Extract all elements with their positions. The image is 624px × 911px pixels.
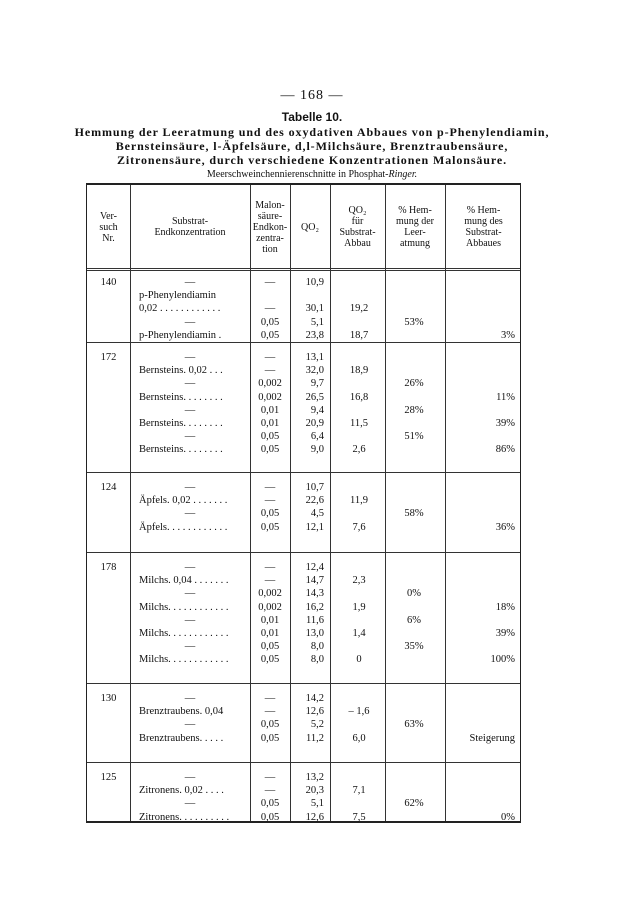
versuch-nr: 178: [100, 562, 117, 573]
malon-cell: 0,002: [258, 391, 282, 403]
substrat-abbau-cell: 11%: [496, 391, 515, 403]
leeratmung-cell: 35%: [404, 641, 424, 653]
malon-cell: 0,05: [260, 508, 280, 520]
substrate-cell: —: [184, 614, 196, 626]
malon-cell: —: [264, 365, 276, 377]
leeratmung-cell: 28%: [404, 404, 424, 416]
substrate-cell: —: [184, 277, 196, 288]
malon-cell: 0,002: [258, 601, 282, 613]
substrat-abbau-cell: 18%: [495, 601, 515, 613]
substrate-cell: —: [184, 482, 196, 493]
qo2-cell: 13,0: [305, 628, 324, 639]
qo2-substrate-cell: 19,2: [349, 303, 369, 315]
malon-cell: —: [264, 495, 276, 507]
malon-cell: 0,05: [260, 316, 280, 328]
column-divider: [385, 185, 386, 821]
malon-cell: 0,05: [260, 431, 280, 443]
qo2-cell: 11,2: [306, 732, 324, 744]
qo2-substrate-cell: 6,0: [352, 732, 366, 744]
qo2-substrate-cell: 18,9: [349, 365, 369, 377]
substrate-cell: —: [184, 693, 196, 704]
substrate-cell: Zitronens. . . . . . . . . .: [139, 811, 230, 823]
substrat-abbau-cell: 100%: [490, 654, 515, 666]
qo2-cell: 12,1: [305, 521, 324, 533]
leeratmung-cell: 62%: [404, 798, 424, 810]
leeratmung-cell: 53%: [404, 316, 424, 328]
qo2-cell: 13,2: [305, 772, 324, 783]
header-leeratmung: % Hem- mung der Leer- atmung: [395, 205, 435, 249]
qo2-substrate-cell: 0: [356, 654, 362, 666]
group-divider: [87, 342, 520, 343]
malon-cell: 0,05: [260, 329, 280, 341]
malon-cell: 0,05: [260, 798, 280, 810]
qo2-cell: 5,1: [310, 316, 324, 328]
substrate-cell: Bernsteins. . . . . . . .: [139, 418, 223, 429]
malon-cell: 0,01: [260, 628, 280, 639]
table-subcaption: [0, 169, 624, 180]
substrate-cell: Brenztraubens. . . . .: [139, 732, 224, 744]
malon-cell: 0,05: [260, 732, 280, 744]
malon-cell: —: [264, 772, 276, 783]
substrate-cell: —: [184, 719, 196, 731]
qo2-substrate-cell: 11,9: [350, 495, 368, 507]
substrate-cell: —: [184, 588, 196, 600]
substrate-cell: 0,02 . . . . . . . . . . . .: [139, 303, 221, 315]
qo2-cell: 5,2: [310, 719, 324, 731]
qo2-cell: 10,7: [305, 482, 324, 493]
substrate-cell: —: [184, 378, 196, 390]
leeratmung-cell: 26%: [404, 378, 424, 390]
malon-cell: —: [264, 277, 276, 288]
malon-cell: 0,05: [260, 444, 280, 456]
substrate-cell: p-Phenylendiamin .: [139, 329, 222, 341]
malon-cell: 0,05: [260, 641, 280, 653]
leeratmung-cell: 63%: [404, 719, 424, 731]
malon-cell: 0,01: [260, 404, 280, 416]
qo2-cell: 13,1: [305, 352, 324, 363]
substrate-cell: —: [184, 562, 196, 573]
malon-cell: —: [264, 785, 276, 797]
qo2-substrate-cell: 11,5: [350, 418, 368, 429]
versuch-nr: 172: [100, 352, 117, 363]
malon-cell: —: [264, 562, 276, 573]
header-substrate: Substrat- Endkonzentration: [154, 216, 226, 238]
substrat-abbau-cell: 86%: [495, 444, 515, 456]
header-substrat-abbau: % Hem- mung des Substrat- Abbaues: [464, 205, 503, 249]
substrat-abbau-cell: 3%: [501, 329, 515, 341]
substrat-abbau-cell: 0%: [501, 811, 515, 823]
group-divider: [87, 472, 520, 473]
versuch-nr: 124: [100, 482, 117, 493]
qo2-cell: 9,7: [310, 378, 324, 390]
qo2-cell: 11,6: [306, 614, 324, 626]
malon-cell: 0,01: [260, 418, 280, 429]
header-rule: [87, 268, 520, 271]
qo2-cell: 8,0: [310, 654, 324, 666]
column-divider: [445, 185, 446, 821]
qo2-cell: 30,1: [305, 303, 324, 315]
substrate-cell: Milchs. 0,04 . . . . . . .: [139, 575, 229, 587]
malon-cell: —: [264, 303, 276, 315]
malon-cell: 0,002: [258, 378, 282, 390]
column-divider: [330, 185, 331, 821]
qo2-substrate-cell: 7,6: [352, 521, 366, 533]
qo2-cell: 14,7: [305, 575, 324, 587]
malon-cell: 0,05: [260, 654, 280, 666]
substrate-cell: Äpfels. . . . . . . . . . . .: [139, 521, 228, 533]
substrate-cell: —: [184, 352, 196, 363]
malon-cell: 0,002: [258, 588, 282, 600]
qo2-substrate-cell: 7,5: [352, 811, 366, 823]
versuch-nr: 140: [100, 277, 117, 288]
substrat-abbau-cell: 39%: [495, 418, 515, 429]
malon-cell: —: [264, 482, 276, 493]
substrat-abbau-cell: Steigerung: [469, 732, 515, 744]
malon-cell: —: [264, 706, 276, 718]
qo2-substrate-cell: – 1,6: [348, 706, 370, 718]
substrate-cell: Äpfels. 0,02 . . . . . . .: [139, 495, 228, 507]
qo2-cell: 12,6: [305, 706, 324, 718]
malon-cell: —: [264, 352, 276, 363]
substrate-cell: Bernsteins. 0,02 . . .: [139, 365, 223, 377]
data-table: [86, 183, 521, 823]
substrate-cell: Brenztraubens. 0,04: [139, 706, 224, 718]
qo2-cell: 16,2: [305, 601, 324, 613]
malon-cell: —: [264, 693, 276, 704]
qo2-cell: 23,8: [305, 329, 324, 341]
qo2-substrate-cell: 16,8: [349, 391, 369, 403]
versuch-nr: 125: [100, 772, 117, 783]
header-qo2-substrate: QO₂ für Substrat- Abbau: [339, 205, 376, 249]
substrate-cell: —: [184, 508, 196, 520]
table-caption: Hemmung der Leeratmung und des oxydativen Abbaues von p-Phenylendiamin, Bernsteinsäure, l-Äpfelsäure, d,l-Milchsäure, Brenztraubensäure, Zitronensäure, durch verschiedene Konzentrationen Malonsäure.: [74, 125, 550, 167]
substrate-cell: Milchs. . . . . . . . . . . .: [139, 601, 229, 613]
malon-cell: 0,05: [260, 719, 280, 731]
qo2-cell: 10,9: [305, 277, 324, 288]
group-divider: [87, 762, 520, 763]
malon-cell: 0,01: [260, 614, 280, 626]
qo2-substrate-cell: 1,4: [352, 628, 366, 639]
leeratmung-cell: 6%: [407, 614, 421, 626]
qo2-cell: 9,0: [310, 444, 324, 456]
header-malon: Malon- säure- Endkon- zentra- tion: [252, 199, 288, 255]
substrat-abbau-cell: 39%: [495, 628, 515, 639]
qo2-cell: 5,1: [310, 798, 324, 810]
substrat-abbau-cell: 36%: [495, 521, 515, 533]
table-title: Tabelle 10.: [281, 110, 343, 124]
qo2-cell: 6,4: [310, 431, 324, 443]
substrate-cell: Bernsteins. . . . . . . .: [139, 444, 223, 456]
leeratmung-cell: 51%: [404, 431, 424, 443]
page-number: — 168 —: [280, 88, 344, 103]
substrate-cell: —: [184, 798, 196, 810]
malon-cell: —: [264, 575, 276, 587]
qo2-cell: 26,5: [305, 391, 324, 403]
versuch-nr: 130: [100, 693, 117, 704]
qo2-cell: 4,5: [310, 508, 324, 520]
qo2-substrate-cell: 1,9: [352, 601, 366, 613]
qo2-cell: 8,0: [310, 641, 324, 653]
substrate-cell: —: [184, 431, 196, 443]
qo2-cell: 9,4: [310, 404, 324, 416]
substrate-cell: —: [184, 404, 196, 416]
substrate-cell: Zitronens. 0,02 . . . .: [139, 785, 224, 797]
header-versuch-nr: Ver- such Nr.: [99, 210, 118, 244]
qo2-substrate-cell: 2,6: [352, 444, 366, 456]
leeratmung-cell: 58%: [404, 508, 424, 520]
qo2-cell: 20,3: [305, 785, 324, 797]
malon-cell: 0,05: [260, 521, 280, 533]
subcaption-italic: Ringer.: [388, 169, 418, 180]
column-divider: [290, 185, 291, 821]
qo2-cell: 32,0: [305, 365, 324, 377]
substrate-cell: Milchs. . . . . . . . . . . .: [139, 628, 229, 639]
qo2-cell: 12,4: [305, 562, 324, 573]
qo2-cell: 20,9: [305, 418, 324, 429]
qo2-cell: 22,6: [305, 495, 324, 507]
substrate-cell: —: [184, 316, 196, 328]
qo2-cell: 14,3: [305, 588, 324, 600]
substrate-cell: —: [184, 772, 196, 783]
qo2-substrate-cell: 2,3: [352, 575, 366, 587]
header-qo2: QO₂: [301, 221, 319, 233]
leeratmung-cell: 0%: [407, 588, 421, 600]
substrate-cell: Bernsteins. . . . . . . .: [139, 391, 223, 403]
qo2-cell: 14,2: [305, 693, 324, 704]
qo2-substrate-cell: 7,1: [352, 785, 366, 797]
qo2-cell: 12,6: [305, 811, 324, 823]
substrate-cell: —: [184, 641, 196, 653]
qo2-substrate-cell: 18,7: [349, 329, 369, 341]
substrate-cell: p-Phenylendiamin: [139, 290, 216, 302]
group-divider: [87, 683, 520, 684]
malon-cell: 0,05: [260, 811, 280, 823]
subcaption-text: Meerschweinchennierenschnitte in Phosphat-: [206, 169, 389, 180]
group-divider: [87, 552, 520, 553]
substrate-cell: Milchs. . . . . . . . . . . .: [139, 654, 229, 666]
